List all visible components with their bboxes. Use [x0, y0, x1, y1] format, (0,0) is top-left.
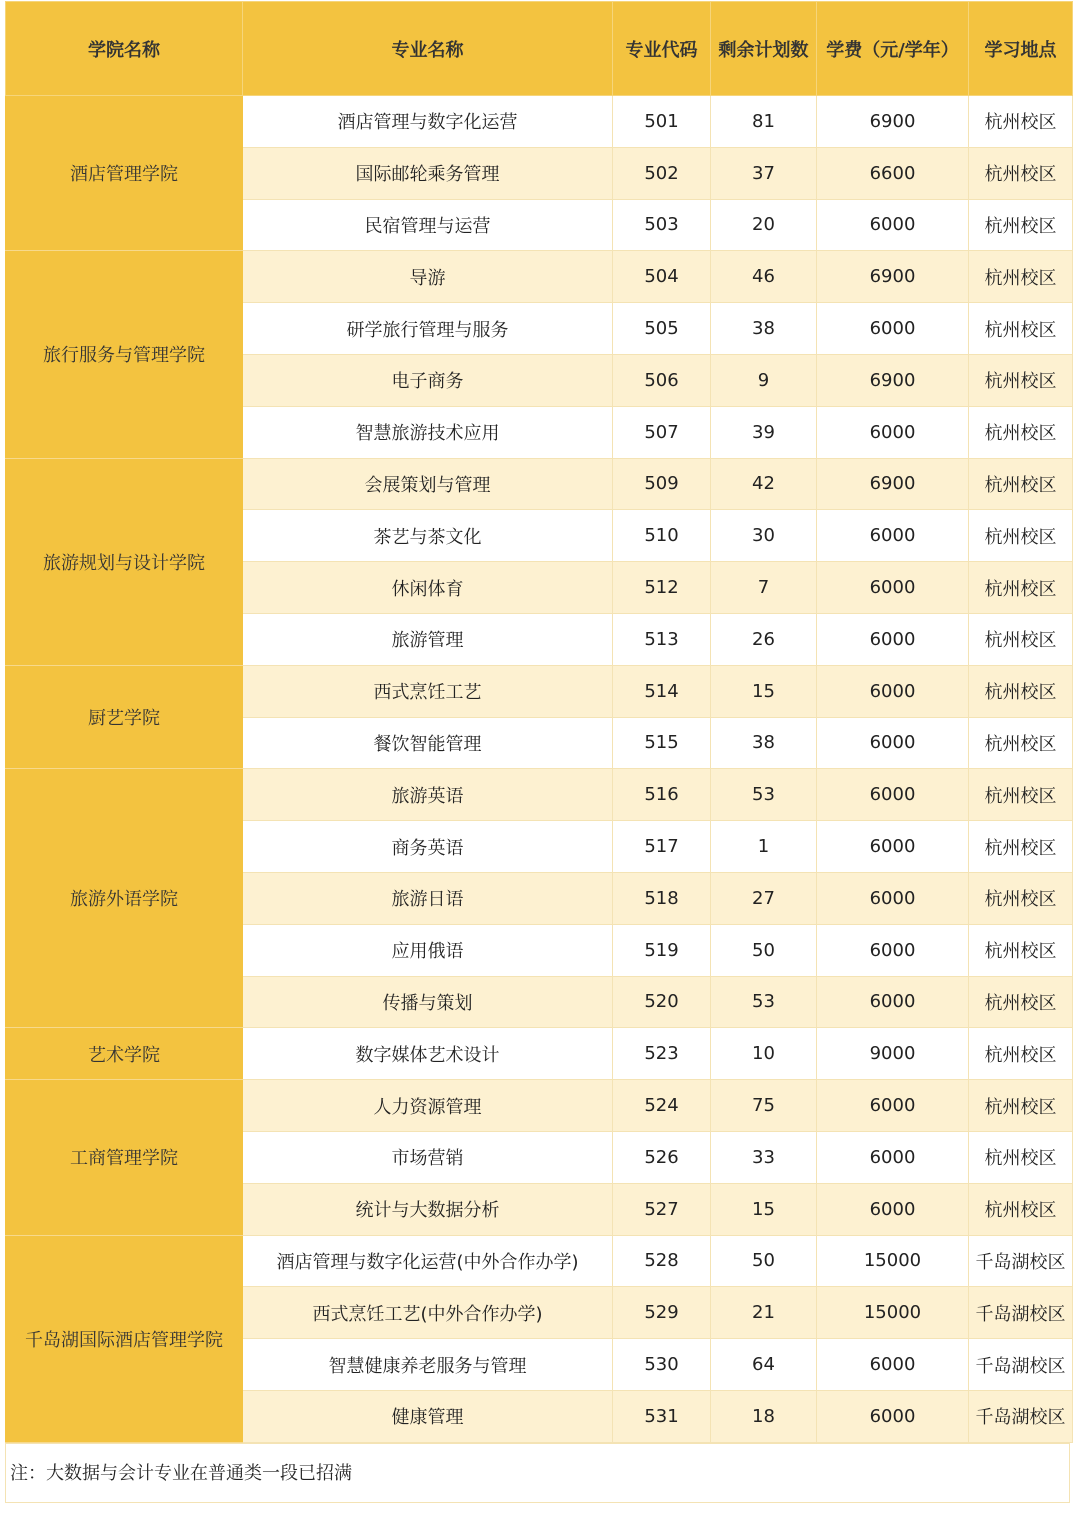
table-row	[6, 1235, 1073, 1287]
college-name: 厨艺学院	[6, 665, 243, 769]
campus-name: 杭州校区	[969, 303, 1073, 355]
major-name: 电子商务	[243, 354, 613, 406]
remaining-count: 30	[711, 510, 817, 562]
header-fee: 学费（元/学年）	[817, 2, 969, 96]
major-name: 应用俄语	[243, 924, 613, 976]
tuition-fee: 6000	[817, 303, 969, 355]
campus-name: 杭州校区	[969, 562, 1073, 614]
major-code: 520	[613, 976, 711, 1028]
tuition-fee: 6000	[817, 1131, 969, 1183]
remaining-count: 9	[711, 354, 817, 406]
major-name: 酒店管理与数字化运营	[243, 96, 613, 148]
campus-name: 杭州校区	[969, 717, 1073, 769]
tuition-fee: 6000	[817, 872, 969, 924]
tuition-fee: 6900	[817, 251, 969, 303]
major-code: 518	[613, 872, 711, 924]
campus-name: 千岛湖校区	[969, 1235, 1073, 1287]
remaining-count: 46	[711, 251, 817, 303]
major-code: 529	[613, 1287, 711, 1339]
major-code: 512	[613, 562, 711, 614]
major-name: 西式烹饪工艺	[243, 665, 613, 717]
remaining-count: 53	[711, 976, 817, 1028]
major-code: 523	[613, 1028, 711, 1080]
remaining-count: 50	[711, 1235, 817, 1287]
campus-name: 杭州校区	[969, 769, 1073, 821]
tuition-fee: 6000	[817, 976, 969, 1028]
remaining-count: 21	[711, 1287, 817, 1339]
header-college: 学院名称	[6, 2, 243, 96]
tuition-fee: 6000	[817, 717, 969, 769]
tuition-fee: 6000	[817, 199, 969, 251]
major-code: 517	[613, 821, 711, 873]
remaining-count: 38	[711, 303, 817, 355]
remaining-count: 64	[711, 1339, 817, 1391]
major-code: 502	[613, 147, 711, 199]
remaining-count: 15	[711, 665, 817, 717]
major-code: 530	[613, 1339, 711, 1391]
remaining-count: 20	[711, 199, 817, 251]
tuition-fee: 6000	[817, 1339, 969, 1391]
remaining-count: 50	[711, 924, 817, 976]
major-code: 515	[613, 717, 711, 769]
major-name: 旅游英语	[243, 769, 613, 821]
remaining-count: 75	[711, 1080, 817, 1132]
footnote: 注：大数据与会计专业在普通类一段已招满	[5, 1443, 1070, 1503]
campus-name: 杭州校区	[969, 872, 1073, 924]
tuition-fee: 6900	[817, 96, 969, 148]
table-row	[6, 769, 1073, 821]
tuition-fee: 6600	[817, 147, 969, 199]
major-name: 会展策划与管理	[243, 458, 613, 510]
major-name: 旅游日语	[243, 872, 613, 924]
remaining-count: 33	[711, 1131, 817, 1183]
remaining-count: 38	[711, 717, 817, 769]
campus-name: 杭州校区	[969, 821, 1073, 873]
remaining-count: 37	[711, 147, 817, 199]
major-code: 509	[613, 458, 711, 510]
campus-name: 杭州校区	[969, 924, 1073, 976]
tuition-fee: 6000	[817, 665, 969, 717]
campus-name: 千岛湖校区	[969, 1339, 1073, 1391]
remaining-count: 42	[711, 458, 817, 510]
tuition-fee: 6000	[817, 1390, 969, 1442]
major-name: 导游	[243, 251, 613, 303]
campus-name: 杭州校区	[969, 406, 1073, 458]
tuition-fee: 6000	[817, 1183, 969, 1235]
major-code: 506	[613, 354, 711, 406]
tuition-fee: 9000	[817, 1028, 969, 1080]
major-name: 旅游管理	[243, 613, 613, 665]
header-remaining: 剩余计划数	[711, 2, 817, 96]
campus-name: 杭州校区	[969, 96, 1073, 148]
header-campus: 学习地点	[969, 2, 1073, 96]
campus-name: 杭州校区	[969, 1131, 1073, 1183]
tuition-fee: 6000	[817, 924, 969, 976]
major-code: 503	[613, 199, 711, 251]
major-name: 酒店管理与数字化运营(中外合作办学)	[243, 1235, 613, 1287]
remaining-count: 26	[711, 613, 817, 665]
major-code: 531	[613, 1390, 711, 1442]
campus-name: 杭州校区	[969, 354, 1073, 406]
tuition-fee: 6000	[817, 1080, 969, 1132]
tuition-fee: 6000	[817, 510, 969, 562]
major-code: 513	[613, 613, 711, 665]
table-row	[6, 251, 1073, 303]
tuition-fee: 6900	[817, 354, 969, 406]
tuition-fee: 15000	[817, 1235, 969, 1287]
tuition-fee: 15000	[817, 1287, 969, 1339]
college-name: 千岛湖国际酒店管理学院	[6, 1235, 243, 1442]
tuition-fee: 6000	[817, 769, 969, 821]
major-name: 餐饮智能管理	[243, 717, 613, 769]
major-code: 507	[613, 406, 711, 458]
table-row	[6, 1028, 1073, 1080]
major-name: 研学旅行管理与服务	[243, 303, 613, 355]
tuition-fee: 6000	[817, 406, 969, 458]
campus-name: 杭州校区	[969, 1028, 1073, 1080]
major-code: 528	[613, 1235, 711, 1287]
remaining-count: 39	[711, 406, 817, 458]
major-name: 智慧健康养老服务与管理	[243, 1339, 613, 1391]
campus-name: 杭州校区	[969, 147, 1073, 199]
table-row	[6, 1080, 1073, 1132]
remaining-count: 27	[711, 872, 817, 924]
campus-name: 杭州校区	[969, 251, 1073, 303]
college-name: 酒店管理学院	[6, 96, 243, 251]
tuition-fee: 6000	[817, 562, 969, 614]
tuition-fee: 6900	[817, 458, 969, 510]
major-name: 人力资源管理	[243, 1080, 613, 1132]
remaining-count: 18	[711, 1390, 817, 1442]
major-name: 西式烹饪工艺(中外合作办学)	[243, 1287, 613, 1339]
major-name: 数字媒体艺术设计	[243, 1028, 613, 1080]
campus-name: 杭州校区	[969, 665, 1073, 717]
campus-name: 千岛湖校区	[969, 1390, 1073, 1442]
college-name: 艺术学院	[6, 1028, 243, 1080]
major-name: 民宿管理与运营	[243, 199, 613, 251]
campus-name: 杭州校区	[969, 199, 1073, 251]
major-code: 527	[613, 1183, 711, 1235]
campus-name: 杭州校区	[969, 613, 1073, 665]
major-code: 501	[613, 96, 711, 148]
major-name: 国际邮轮乘务管理	[243, 147, 613, 199]
campus-name: 杭州校区	[969, 510, 1073, 562]
major-name: 传播与策划	[243, 976, 613, 1028]
remaining-count: 81	[711, 96, 817, 148]
header-major: 专业名称	[243, 2, 613, 96]
major-name: 统计与大数据分析	[243, 1183, 613, 1235]
table-body	[6, 96, 1073, 1443]
major-code: 526	[613, 1131, 711, 1183]
college-name: 旅游规划与设计学院	[6, 458, 243, 665]
table-row	[6, 458, 1073, 510]
remaining-count: 53	[711, 769, 817, 821]
campus-name: 杭州校区	[969, 1080, 1073, 1132]
major-name: 市场营销	[243, 1131, 613, 1183]
header-code: 专业代码	[613, 2, 711, 96]
campus-name: 杭州校区	[969, 976, 1073, 1028]
remaining-count: 1	[711, 821, 817, 873]
major-code: 514	[613, 665, 711, 717]
campus-name: 杭州校区	[969, 1183, 1073, 1235]
campus-name: 千岛湖校区	[969, 1287, 1073, 1339]
table-row	[6, 96, 1073, 148]
enrollment-table	[5, 1, 1073, 1443]
remaining-count: 15	[711, 1183, 817, 1235]
tuition-fee: 6000	[817, 821, 969, 873]
major-name: 商务英语	[243, 821, 613, 873]
major-name: 茶艺与茶文化	[243, 510, 613, 562]
major-code: 510	[613, 510, 711, 562]
college-name: 旅游外语学院	[6, 769, 243, 1028]
campus-name: 杭州校区	[969, 458, 1073, 510]
major-code: 504	[613, 251, 711, 303]
remaining-count: 10	[711, 1028, 817, 1080]
major-name: 智慧旅游技术应用	[243, 406, 613, 458]
major-name: 健康管理	[243, 1390, 613, 1442]
header-row	[6, 2, 1073, 96]
major-code: 519	[613, 924, 711, 976]
major-code: 505	[613, 303, 711, 355]
major-name: 休闲体育	[243, 562, 613, 614]
college-name: 旅行服务与管理学院	[6, 251, 243, 458]
table-row	[6, 665, 1073, 717]
tuition-fee: 6000	[817, 613, 969, 665]
major-code: 524	[613, 1080, 711, 1132]
remaining-count: 7	[711, 562, 817, 614]
college-name: 工商管理学院	[6, 1080, 243, 1235]
major-code: 516	[613, 769, 711, 821]
